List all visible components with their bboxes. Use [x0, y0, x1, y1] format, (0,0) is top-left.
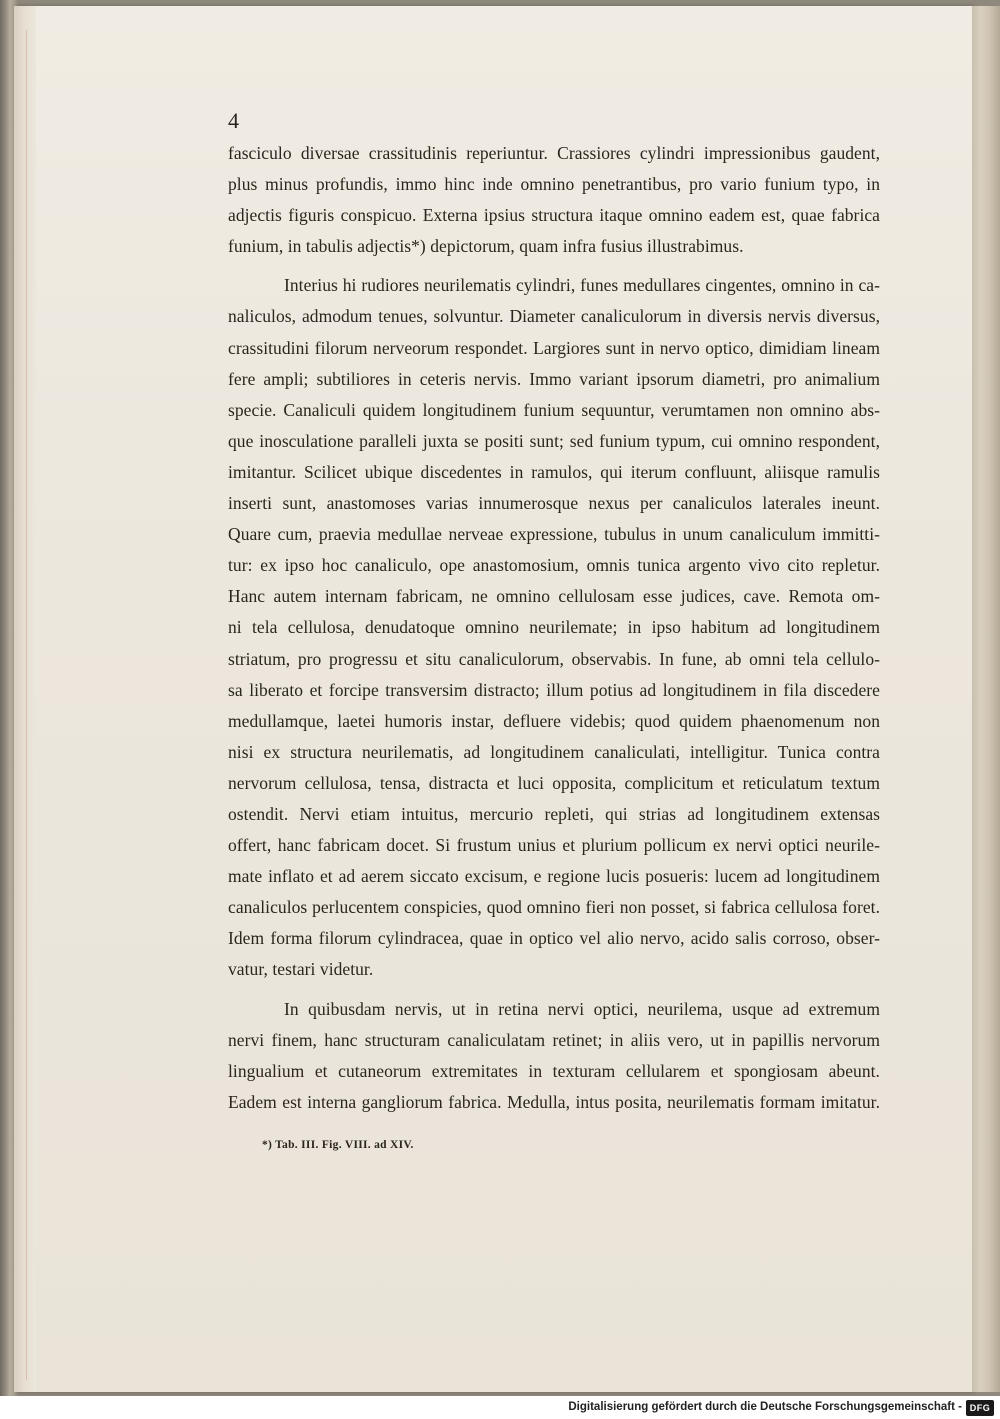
- text-line: tur: ex ipso hoc canaliculo, ope anastomosium, omnis tunica argento vivo cito repletur.: [228, 555, 880, 576]
- text-line: vatur, testari videtur.: [228, 959, 374, 980]
- text-line: nervorum cellulosa, tensa, distracta et luci opposita, complicitum et reticulatum textum: [228, 772, 880, 793]
- text-line: lingualium et cutaneorum extremitates in texturam cellularem et spongiosam abeunt.: [228, 1060, 880, 1081]
- body-text: [228, 138, 880, 1118]
- text-line: inserti sunt, anastomoses varias innumerosque nexus per canaliculos laterales ineunt.: [228, 493, 880, 514]
- text-line: In quibusdam nervis, ut in retina nervi optici, neurilema, usque ad extremum: [284, 998, 880, 1019]
- text-line: offert, hanc fabricam docet. Si frustum unius et plurium pollicum ex nervi optici neurile-: [228, 835, 880, 856]
- text-line: mate inflato et ad aerem siccato excisum, e regione lucis posueris: lucem ad longitudinem: [228, 866, 880, 887]
- text-line: Eadem est interna gangliorum fabrica. Medulla, intus posita, neurilematis formam imitatur.: [228, 1091, 880, 1112]
- text-line: nisi ex structura neurilematis, ad longitudinem canaliculati, intelligitur. Tunica contra: [228, 741, 880, 762]
- text-line: imitantur. Scilicet ubique discedentes in ramulos, qui iterum confluunt, aliisque ramulis: [228, 461, 880, 482]
- text-line: ni tela cellulosa, denudatoque omnino neurilemate; in ipso habitum ad longitudinem: [228, 617, 880, 638]
- text-line: que inosculatione paralleli juxta se positi sunt; sed funium typum, cui omnino respondent,: [228, 430, 880, 451]
- text-line: ostendit. Nervi etiam intuitus, mercurio repleti, qui strias ad longitudinem extensas: [228, 803, 880, 824]
- margin-rule: [26, 30, 27, 1380]
- text-line: striatum, pro progressu et situ canaliculorum, observabis. In fune, ab omni tela cellulo-: [228, 648, 880, 669]
- text-line: funium, in tabulis adjectis*) depictorum, quam infra fusius illustrabimus.: [228, 236, 744, 257]
- text-line: medullamque, laetei humoris instar, defluere videbis; quod quidem phaenomenum non: [228, 710, 880, 731]
- text-line: Idem forma filorum cylindracea, quae in optico vel alio nervo, acido salis corroso, obser-: [228, 928, 880, 949]
- text-line: Hanc autem internam fabricam, ne omnino cellulosam esse judices, cave. Remota om-: [228, 586, 880, 607]
- paragraph: [228, 994, 880, 1118]
- dfg-logo: DFG: [966, 1400, 994, 1416]
- page-gutter: [14, 6, 36, 1392]
- funding-notice: Digitalisierung gefördert durch die Deutsche Forschungsgemeinschaft -: [568, 1401, 962, 1413]
- text-line: fere ampli; subtiliores in ceteris nervis. Immo variant ipsorum diametri, pro animalium: [228, 368, 880, 389]
- text-line: crassitudini filorum nerveorum respondet. Largiores sunt in nervo optico, dimidiam lineam: [228, 337, 880, 358]
- paragraph: [228, 270, 880, 985]
- text-line: fasciculo diversae crassitudinis reperiuntur. Crassiores cylindri impressionibus gaudent,: [228, 143, 880, 163]
- text-line: plus minus profundis, immo hinc inde omnino penetrantibus, pro vario funium typo, in: [228, 174, 880, 195]
- text-line: Interius hi rudiores neurilematis cylindri, funes medullares cingentes, omnino in ca-: [284, 275, 880, 296]
- page-number: 4: [228, 108, 239, 133]
- text-line: nervi finem, hanc structuram canaliculatam retinet; in aliis vero, ut in papillis nervorum: [228, 1029, 880, 1050]
- page-edge: [972, 6, 1000, 1392]
- text-line: canaliculos perlucentem conspicies, quod omnino fieri non posset, si fabrica cellulosa foret.: [228, 897, 880, 918]
- text-line: sa liberato et forcipe transversim distracto; illum potius ad longitudinem in fila discedere: [228, 679, 880, 700]
- footnote: *) Tab. III. Fig. VIII. ad XIV.: [262, 1139, 414, 1151]
- paragraph: [228, 138, 880, 262]
- text-line: Quare cum, praevia medullae nerveae expressione, tubulus in unum canaliculum immitti-: [228, 524, 880, 545]
- text-line: specie. Canaliculi quidem longitudinem funium sequuntur, verumtamen non omnino abs-: [228, 399, 880, 420]
- text-line: adjectis figuris conspicuo. Externa ipsius structura itaque omnino eadem est, quae fabrica: [228, 205, 880, 226]
- text-line: naliculos, admodum tenues, solvuntur. Diameter canaliculorum in diversis nervis diversus,: [228, 306, 880, 327]
